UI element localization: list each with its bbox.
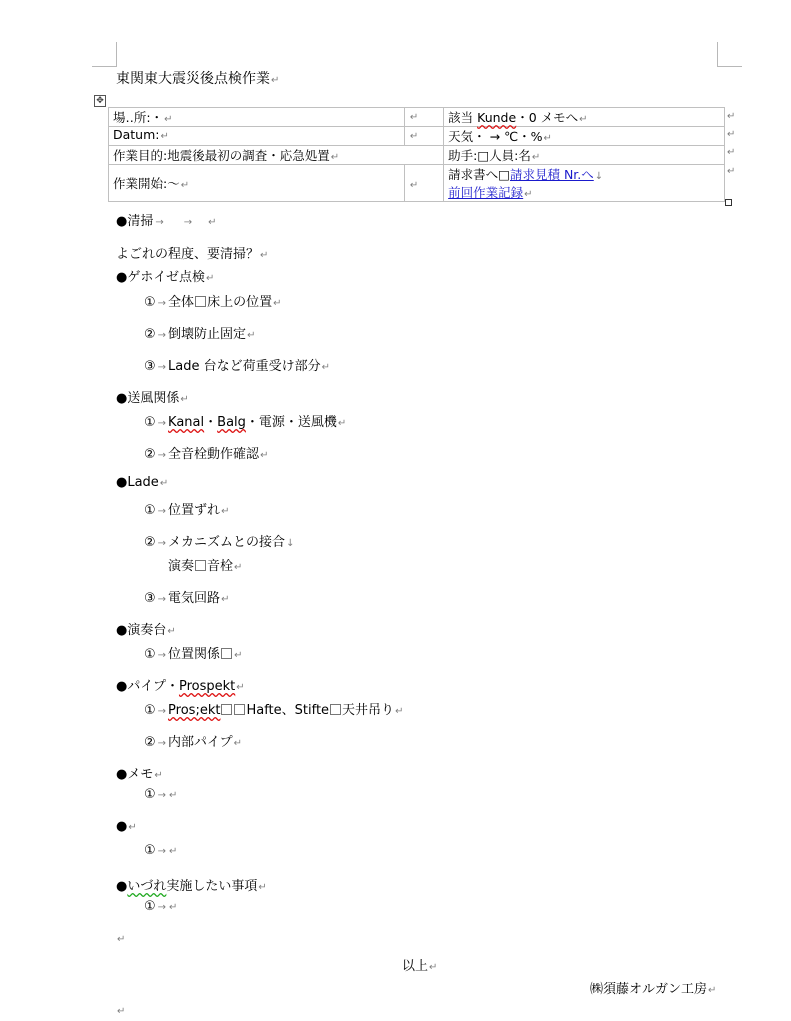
- empty-cell[interactable]: ↵: [404, 127, 443, 146]
- list-item: ① → ↵: [144, 843, 178, 858]
- list-item-continuation: 演奏 音栓↵: [168, 559, 243, 574]
- info-table: [108, 107, 725, 202]
- company-name: ㈱須藤オルガン工房↵: [590, 982, 717, 997]
- list-item: ① → Kanal・Balg・電源・送風機↵: [144, 415, 347, 430]
- list-item: ① → ↵: [144, 787, 178, 802]
- row-end-mark: ↵: [727, 147, 736, 158]
- section-heading-soufuu: ●送風関係↵: [116, 391, 189, 406]
- list-item: ② → メカニズムとの接合↓: [144, 535, 295, 550]
- row-end-mark: ↵: [727, 129, 736, 140]
- empty-paragraph: ↵: [117, 934, 126, 945]
- section-heading-gehaeuse: ●ゲホイゼ点検↵: [116, 270, 215, 285]
- table-row: [109, 165, 725, 202]
- estimate-link[interactable]: 請求見積 Nr.へ: [509, 167, 594, 182]
- row-end-mark: ↵: [727, 166, 736, 177]
- crop-mark-top-left: [92, 42, 117, 67]
- list-item: ① → Pros;ekt Hafte、Stifte 天井吊り↵: [144, 703, 404, 718]
- list-item: ② → 全音栓動作確認↵: [144, 447, 269, 462]
- section-heading-pipe: ●パイプ・Prospekt↵: [116, 679, 245, 694]
- invoice-cell[interactable]: 請求書へ□請求見積 Nr.へ↓ 前回作業記録↵: [444, 165, 725, 202]
- empty-cell[interactable]: ↵: [404, 165, 443, 202]
- weather-cell[interactable]: 天気・ → ℃・%↵: [444, 127, 725, 146]
- start-cell[interactable]: 作業開始:～↵: [109, 165, 405, 202]
- location-cell[interactable]: 場‥所:・↵: [109, 108, 405, 127]
- list-item: ② → 内部パイプ↵: [144, 735, 243, 750]
- section-heading-memo: ●メモ↵: [116, 767, 163, 782]
- section-heading-seisou: ●清掃 → → ↵: [116, 214, 217, 229]
- datum-cell[interactable]: Datum:↵: [109, 127, 405, 146]
- list-item: ① → 全体 床上の位置↵: [144, 295, 282, 310]
- empty-paragraph: ↵: [117, 1006, 126, 1017]
- row-end-mark: ↵: [727, 111, 736, 122]
- section-heading-ensoudai: ●演奏台↵: [116, 623, 176, 638]
- section-heading-blank: ●↵: [116, 819, 137, 834]
- empty-cell[interactable]: ↵: [404, 108, 443, 127]
- table-row: [109, 108, 725, 127]
- previous-work-link[interactable]: 前回作業記録: [448, 185, 524, 200]
- purpose-cell[interactable]: 作業目的:地震後最初の調査・応急処置↵: [109, 146, 444, 165]
- closing-text: 以上↵: [402, 959, 438, 974]
- list-item: ③ → 電気回路↵: [144, 591, 230, 606]
- table-row: [109, 146, 725, 165]
- list-item: ② → 倒壊防止固定↵: [144, 327, 256, 342]
- table-move-handle-icon[interactable]: ✥: [94, 95, 106, 107]
- seisou-question: よごれの程度、要清掃？↵: [116, 247, 269, 262]
- table-resize-handle[interactable]: [725, 199, 732, 206]
- list-item: ① → 位置関係 ↵: [144, 647, 243, 662]
- section-heading-lade: ●Lade↵: [116, 475, 169, 490]
- list-item: ③ → Lade 台など荷重受け部分↵: [144, 359, 331, 374]
- list-item: ① → 位置ずれ↵: [144, 503, 230, 518]
- section-heading-izure: ●いづれ実施したい事項↵: [116, 879, 267, 894]
- table-row: [109, 127, 725, 146]
- kunde-cell[interactable]: 該当 Kunde・0 メモへ↵: [444, 108, 725, 127]
- crop-mark-top-right: [717, 42, 742, 67]
- assistant-cell[interactable]: 助手:□人員:名↵: [444, 146, 725, 165]
- list-item: ① → ↵: [144, 899, 178, 914]
- document-title: 東関東大震災後点検作業↵: [116, 71, 280, 87]
